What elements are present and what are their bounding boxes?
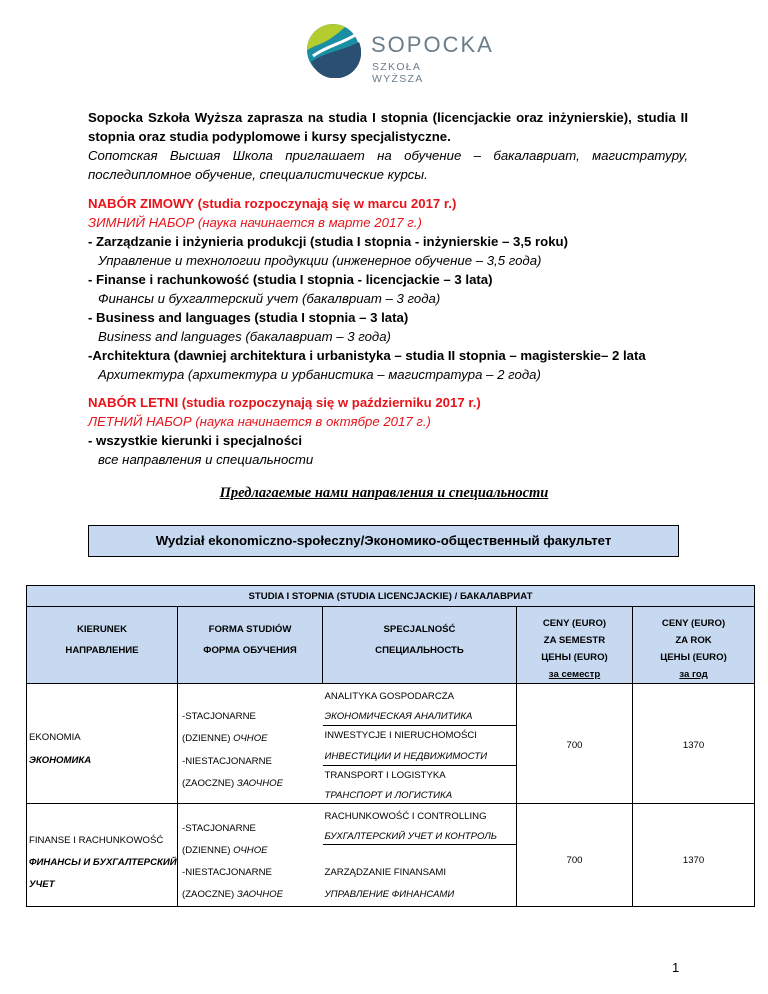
header-kierunek: KIERUNEK НАПРАВЛЕНИЕ [27,607,178,684]
row1-price-semester: 700 [517,684,633,804]
winter-item-2-pl: - Finanse i rachunkowość (studia I stopnia - licencjackie – 3 lata) [88,272,493,287]
header-price-year: CENY (EURO) ZA ROK ЦЕНЫ (EURO) за год [633,607,755,684]
school-logo [305,22,494,85]
intro-pl: Sopocka Szkoła Wyższa zaprasza na studia I stopnia (licencjackie oraz inżynierskie), studia II stopnia oraz studia podyplomowe i kursy specjalistyczne. [88,110,688,144]
programs-table [26,585,755,907]
logo-subtitle: SZKOŁA WYŻSZA [372,61,424,85]
row1-forma: -STACJONARNE (DZIENNE) ОЧНОЕ -NIESTACJONARNE (ZAOCZNE) ЗАОЧНОЕ [178,684,323,804]
table-title: STUDIA I STOPNIA (STUDIA LICENCJACKIE) / БАКАЛАВРИАТ [27,586,755,607]
winter-item-1-ru: Управление и технологии продукции (инженерное обучение – 3,5 года) [98,253,542,268]
logo-name: SOPOCKA [371,32,494,57]
faculty-banner: Wydział ekonomiczno-społeczny/Экономико-общественный факультет [88,525,679,557]
row1-spec: ANALITYKA GOSPODARCZA ЭКОНОМИЧЕСКАЯ АНАЛИТИКА INWESTYCJE I NIERUCHOMOŚCI ИНВЕСТИЦИИ И НЕДВИЖИМОСТИ TRANSPORT I LOGISTYKA ТРАНСПОРТ И ЛОГИСТИКА [323,684,517,804]
winter-item-4-pl: -Architektura (dawniej architektura i urbanistyka – studia II stopnia – magisterskie– 2 lata [88,348,646,363]
offer-title: Предлагаемые нами направления и специальности [219,485,549,501]
winter-item-1-pl: - Zarządzanie i inżynieria produkcji (studia I stopnia - inżynierskie – 3,5 roku) [88,234,568,249]
winter-item-3-ru: Business and languages (бакалавриат – 3 года) [98,329,391,344]
summer-item-ru: все направления и специальности [98,452,314,467]
row1-kierunek: EKONOMIA ЭКОНОМИКА [27,684,178,804]
header-price-semester: CENY (EURO) ZA SEMESTR ЦЕНЫ (EURO) за семестр [517,607,633,684]
row2-kierunek: FINANSE I RACHUNKOWOŚĆ ФИНАНСЫ И БУХГАЛТЕРСКИЙ УЧЕТ [27,804,178,907]
table-header-row [27,607,755,684]
row1-price-year: 1370 [633,684,755,804]
row2-price-semester: 700 [517,804,633,907]
page-number: 1 [672,960,680,975]
header-spec: SPECJALNOŚĆ СПЕЦИАЛЬНОСТЬ [323,607,517,684]
summer-title-ru: ЛЕТНИЙ НАБОР (наука начинается в октябре 2017 г.) [88,414,431,429]
header-forma: FORMA STUDIÓW ФОРМА ОБУЧЕНИЯ [178,607,323,684]
row2-price-year: 1370 [633,804,755,907]
intro-ru: Сопотская Высшая Школа приглашает на обучение – бакалавриат, магистратуру, последипломное обучение, специалистические курсы. [88,148,688,182]
table-row [27,684,755,804]
row2-forma: -STACJONARNE (DZIENNE) ОЧНОЕ -NIESTACJONARNE (ZAOCZNE) ЗАОЧНОЕ [178,804,323,907]
winter-item-3-pl: - Business and languages (studia I stopnia – 3 lata) [88,310,409,325]
winter-title-pl: NABÓR ZIMOWY (studia rozpoczynają się w marcu 2017 r.) [88,196,457,211]
winter-item-2-ru: Финансы и бухгалтерский учет (бакалвриат – 3 года) [98,291,441,306]
summer-item-pl: - wszystkie kierunki i specjalności [88,433,303,448]
summer-title-pl: NABÓR LETNI (studia rozpoczynają się w październiku 2017 r.) [88,395,481,410]
table-row [27,804,755,907]
winter-item-4-ru: Архитектура (архитектура и урбанистика – магистратура – 2 года) [98,367,541,382]
row2-spec: RACHUNKOWOŚĆ I CONTROLLING БУХГАЛТЕРСКИЙ УЧЕТ И КОНТРОЛЬ ZARZĄDZANIE FINANSAMI УПРАВЛЕНИЕ ФИНАНСАМИ [323,804,517,907]
logo-mark-icon [305,22,361,78]
winter-title-ru: ЗИМНИЙ НАБОР (наука начинается в марте 2017 г.) [88,215,422,230]
